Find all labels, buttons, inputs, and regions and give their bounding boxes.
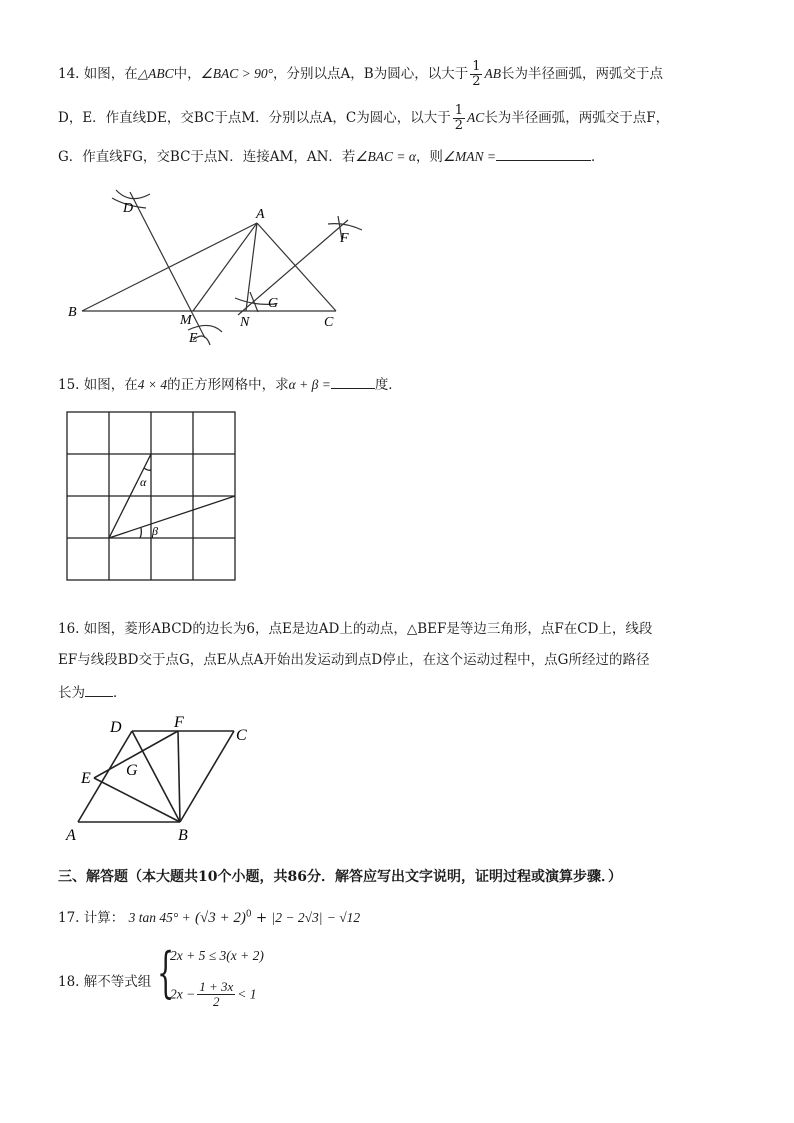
fraction: $\frac{1 + 3x}{2}$: [199, 979, 234, 1009]
label-B: B: [68, 305, 77, 320]
q17-line: 17. 计算： 3 $\tan 45^\circ + (√3 + 2)^0 + |2 - 2√3| - √12$: [58, 909, 361, 926]
section-heading: 三、解答题（本大题共10个小题，共86分．解答应写出文字说明，证明过程或演算步骤．）: [58, 869, 622, 885]
label-M: M: [180, 313, 192, 328]
inequality-2: 2x − $\frac{1 + 3x}{2}$ < 1: [170, 979, 257, 1009]
fraction-half: $\frac{1}{2}$: [472, 59, 481, 89]
q18-label: 18. 解不等式组: [58, 974, 152, 990]
label-B: B: [178, 827, 188, 844]
alpha-label: α: [140, 475, 147, 489]
label-G: G: [126, 762, 138, 779]
label-N: N: [240, 315, 250, 330]
q16-line-2: EF与线段BD交于点G，点E从点A开始出发运动到点D停止，在这个运动过程中，点G所经过的路径: [58, 652, 650, 668]
label-F: F: [340, 231, 349, 246]
q16-line-3: 长为 ．: [58, 681, 127, 701]
q14-line-1: 14. 如图，在△ABC中，∠BAC > 90°，分别以点A，B为圆心，以大于 $\frac{1}{2}$ AB长为半径画弧，两弧交于点: [58, 59, 663, 89]
q14-figure: [60, 180, 380, 350]
q14-line-3: G．作直线FG，交BC于点N．连接AM，AN．若∠BAC = α，则∠MAN = ．: [58, 145, 605, 165]
q16-line-1: 16. 如图，菱形ABCD的边长为6，点E是边AD上的动点，△BEF是等边三角形，点F在CD上，线段: [58, 621, 653, 637]
answer-blank[interactable]: [85, 682, 113, 697]
q15-line: 15. 如图，在4 × 4的正方形网格中，求α + β = 度．: [58, 373, 402, 393]
system-brace: {: [157, 941, 175, 1004]
label-E: E: [189, 331, 198, 346]
label-C: C: [324, 315, 334, 330]
answer-blank[interactable]: [331, 374, 375, 389]
label-G: G: [268, 296, 279, 311]
answer-blank[interactable]: [496, 146, 591, 161]
beta-label: β: [152, 524, 158, 538]
inequality-1: 2x + 5 ≤ 3(x + 2): [170, 948, 264, 963]
label-E: E: [81, 770, 91, 787]
label-D: D: [110, 719, 122, 736]
label-A: A: [256, 207, 265, 222]
label-D: D: [123, 201, 134, 216]
label-A: A: [66, 827, 76, 844]
q15-grid-figure: [66, 411, 238, 583]
label-C: C: [236, 727, 247, 744]
label-F: F: [174, 714, 184, 731]
fraction-half: $\frac{1}{2}$: [454, 103, 464, 133]
q14-line-2: D，E．作直线DE，交BC于点M．分别以点A，C为圆心，以大于 $\frac{1}{2}$ AC长为半径画弧，两弧交于点F，: [58, 103, 670, 133]
q16-rhombus-figure: [60, 712, 260, 846]
